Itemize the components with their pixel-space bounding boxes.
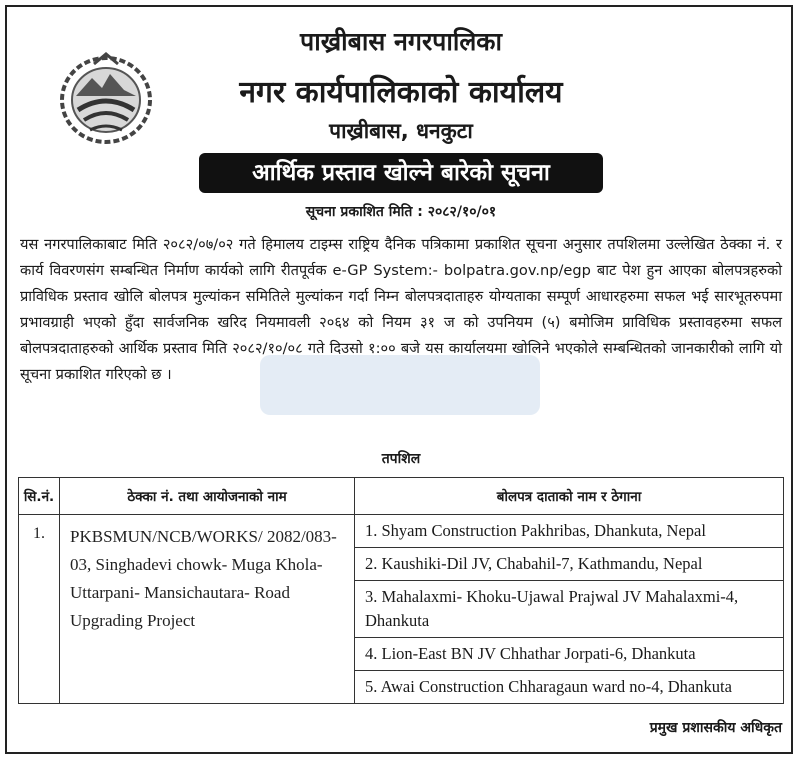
office-location: पाख्रीबास, धनकुटा [329, 119, 473, 143]
list-item: 5. Awai Construction Chharagaun ward no-4, Dhankuta [365, 677, 732, 696]
details-heading: तपशिल [381, 451, 421, 467]
header-project: ठेक्का नं. तथा आयोजनाको नाम [60, 478, 355, 515]
notice-title-banner: आर्थिक प्रस्ताव खोल्ने बारेको सूचना [199, 153, 603, 193]
table-row [19, 515, 784, 704]
header-serial: सि.नं. [19, 478, 60, 515]
details-table [18, 477, 784, 704]
list-item: 3. Mahalaxmi- Khoku-Ujawal Prajwal JV Mahalaxmi-4, Dhankuta [355, 581, 783, 638]
signatory-title: प्रमुख प्रशासकीय अधिकृत [649, 720, 782, 736]
serial-number: 1. [19, 515, 60, 704]
municipality-name: पाख्रीबास नगरपालिका [300, 27, 502, 56]
notice-body: यस नगरपालिकाबाट मिति २०८२/०७/०२ गते हिमालय टाइम्स राष्ट्रिय दैनिक पत्रिकामा प्रकाशित सूचना अनुसार तपशिलमा उल्लेखित ठेक्का नं. र कार्य विवरणसंग सम्बन्धित निर्माण कार्यको लागि रीतपूर्वक e-GP System:- bolpatra.gov.np/egp बाट पेश हुन आएका बोलपत्रहरुको प्राविधिक प्रस्ताव खोलि बोलपत्र मुल्यांकन समितिले मुल्यांकन गर्दा निम्न बोलपत्रदाताहरु योग्यताका सम्पूर्ण आधारहरुमा सफल भई सारभूतरुपमा प्रभावग्राही भएको हुँदा सार्वजनिक खरिद नियमावली २०६४ को नियम ३१ ज को उपनियम (५) बमोजिम प्राविधिक प्रस्तावहरुमा सफल बोलपत्रदाताहरुको आर्थिक प्रस्ताव मिति २०८२/१०/०८ गते दिउसो १:०० बजे यस कार्यालयमा खोलिने भएकोले सम्बन्धितको जानकारीको लागि यो सूचना प्रकाशित गरिएको छ । [20, 236, 782, 383]
publish-date: सूचना प्रकाशित मिति : २०८२/१०/०१ [305, 204, 497, 220]
table-header-row [19, 478, 784, 515]
bidder-list [355, 515, 784, 704]
list-item: 1. Shyam Construction Pakhribas, Dhankuta, Nepal [355, 515, 783, 548]
office-name: नगर कार्यपालिकाको कार्यालय [239, 75, 563, 110]
list-item: 2. Kaushiki-Dil JV, Chabahil-7, Kathmandu, Nepal [355, 548, 783, 581]
project-name: PKBSMUN/NCB/WORKS/ 2082/083-03, Singhadevi chowk- Muga Khola- Uttarpani- Mansichautara- Road Upgrading Project [60, 515, 355, 704]
header-bidders: बोलपत्र दाताको नाम र ठेगाना [355, 478, 784, 515]
list-item: 4. Lion-East BN JV Chhathar Jorpati-6, Dhankuta [355, 638, 783, 671]
